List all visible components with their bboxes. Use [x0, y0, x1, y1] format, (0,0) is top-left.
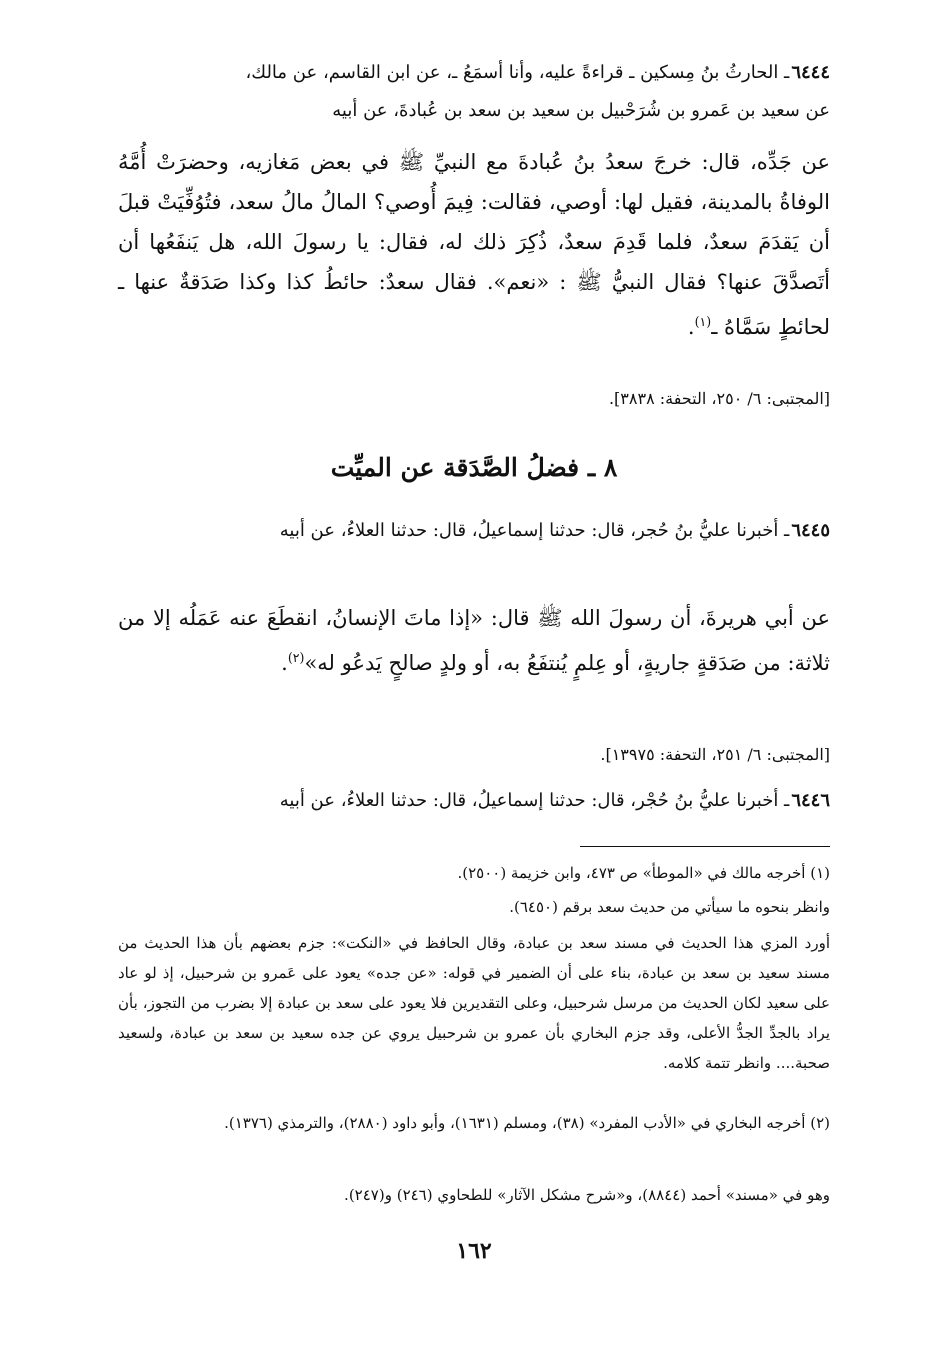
footnote-1-line-2: وانظر بنحوه ما سيأتي من حديث سعد برقم (٦٤٥٠). [509, 898, 830, 916]
footnote-ref: (٢) [287, 650, 305, 665]
matn-text: عن أبي هريرةَ، أن رسولَ الله ﷺ قال: «إذا ماتَ الإنسانُ، انقطَعَ عنه عَمَلُه إلا من ثلاثة: من صَدَقةٍ جاريةٍ، أو عِلمٍ يُنتفَعُ به، أو ولدٍ صالحٍ يَدعُو له» [118, 606, 830, 675]
footnote-2: (٢) أخرجه البخاري في «الأدب المفرد» (٣٨)، ومسلم (١٦٣١)، وأبو داود (٢٨٨٠)، والترمذي (١٣٧٦). [224, 1114, 830, 1132]
hadith-number: ٦٤٤٦ [791, 790, 830, 811]
footnote-2-line-2: وهو في «مسند» أحمد (٨٨٤٤)، و«شرح مشكل الآثار» للطحاوي (٢٤٦) و(٢٤٧). [344, 1186, 830, 1204]
hadith-number: ٦٤٤٤ [791, 62, 830, 83]
footnote-ref: (١) [694, 314, 712, 329]
hadith-6444-isnad [118, 56, 830, 90]
chapter-title: ٨ ـ فضلُ الصَّدَقة عن الميِّت [330, 453, 618, 482]
hadith-6446-isnad [118, 784, 830, 818]
footnote-1-commentary: أورد المزي هذا الحديث في مسند سعد بن عبادة، وقال الحافظ في «النكت»: جزم بعضهم بأن هذا الحديث من مسند سعيد بن سعد بن عبادة، بناء على أن الضمير في قوله: «عن جده» يعود على عَمرو بن شرحبيل، إذ لو عاد على سعيد لكان الحديث من مرسل شرحبيل، وعلى التقديرين فلا يعود على سعد بن عبادة إلا بضرب من التجوز، بأن يراد بالجدِّ الجدُّ الأعلى، وقد جزم البخاري بأن عمرو بن شرحبيل يروي عن جده سعيد بن سعد بن عبادة، ولسعيد صحبة.... وانظر تتمة كلامه. [118, 934, 830, 1072]
footnote-1-line-1: (١) أخرجه مالك في «الموطأ» ص ٤٧٣، وابن خزيمة (٢٥٠٠). [457, 864, 830, 882]
hadith-6444-ref: [المجتبى: ٦/ ٢٥٠، التحفة: ٣٨٣٨]. [608, 389, 830, 408]
isnad-text: ـ أخبرنا عليُّ بنُ حُجْر، قال: حدثنا إسماعيلُ، قال: حدثنا العلاءُ، عن أبيه [279, 790, 790, 811]
footnote-separator [580, 846, 830, 847]
hadith-6444-matn: عن جَدِّه، قال: خرجَ سعدُ بنُ عُبادةَ مع النبيِّ ﷺ في بعض مَغازيه، وحضرَتْ أُمَّهُ الوفاةُ بالمدينة، فقيل لها: أوصي، فقالت: فِيمَ أُوصي؟ المالُ مالُ سعد، فتُوُفِّيَتْ قبلَ أن يَقدَمَ سعدٌ، فلما قَدِمَ سعدٌ، ذُكِرَ ذلك له، فقال: يا رسولَ الله، هل يَنفَعُها أن أتَصدَّقَ عنها؟ فقال النبيُّ ﷺ : «نعم». فقال سعدٌ: حائطُ كذا وكذا صَدَقةٌ عنها ـ لحائطٍ سَمَّاهُ ـ$^{(١)}$. [118, 150, 830, 339]
hadith-6444-isnad-continued: عن سعيد بن عَمرو بن شُرَحْبيل بن سعيد بن سعد بن عُبادةَ، عن أبيه [332, 100, 830, 121]
hadith-number: ٦٤٤٥ [791, 520, 830, 541]
matn-text: عن جَدِّه، قال: خرجَ سعدُ بنُ عُبادةَ مع النبيِّ ﷺ في بعض مَغازيه، وحضرَتْ أُمَّهُ الوفاةُ بالمدينة، فقيل لها: أوصي، فقالت: فِيمَ أُوصي؟ المالُ مالُ سعد، فتُوُفِّيَتْ قبلَ أن يَقدَمَ سعدٌ، فلما قَدِمَ سعدٌ، ذُكِرَ ذلك له، فقال: يا رسولَ الله، هل يَنفَعُها أن أتَصدَّقَ عنها؟ فقال النبيُّ ﷺ : «نعم». فقال سعدٌ: حائطُ كذا وكذا صَدَقةٌ عنها ـ لحائطٍ سَمَّاهُ ـ [118, 150, 830, 339]
hadith-6445-isnad [118, 514, 830, 548]
hadith-6445-ref: [المجتبى: ٦/ ٢٥١، التحفة: ١٣٩٧٥]. [600, 745, 830, 764]
isnad-text: ـ الحارثُ بنُ مِسكين ـ قراءةً عليه، وأنا أسمَعُ ـ، عن ابن القاسم، عن مالك، [245, 62, 790, 83]
hadith-6445-matn: عن أبي هريرةَ، أن رسولَ الله ﷺ قال: «إذا ماتَ الإنسانُ، انقطَعَ عنه عَمَلُه إلا من ثلاثة: من صَدَقةٍ جاريةٍ، أو عِلمٍ يُنتفَعُ به، أو ولدٍ صالحٍ يَدعُو له»$^{(٢)}$. [118, 606, 830, 675]
isnad-text: ـ أخبرنا عليُّ بنُ حُجر، قال: حدثنا إسماعيلُ، قال: حدثنا العلاءُ، عن أبيه [279, 520, 790, 541]
page-number: ١٦٢ [456, 1238, 492, 1264]
